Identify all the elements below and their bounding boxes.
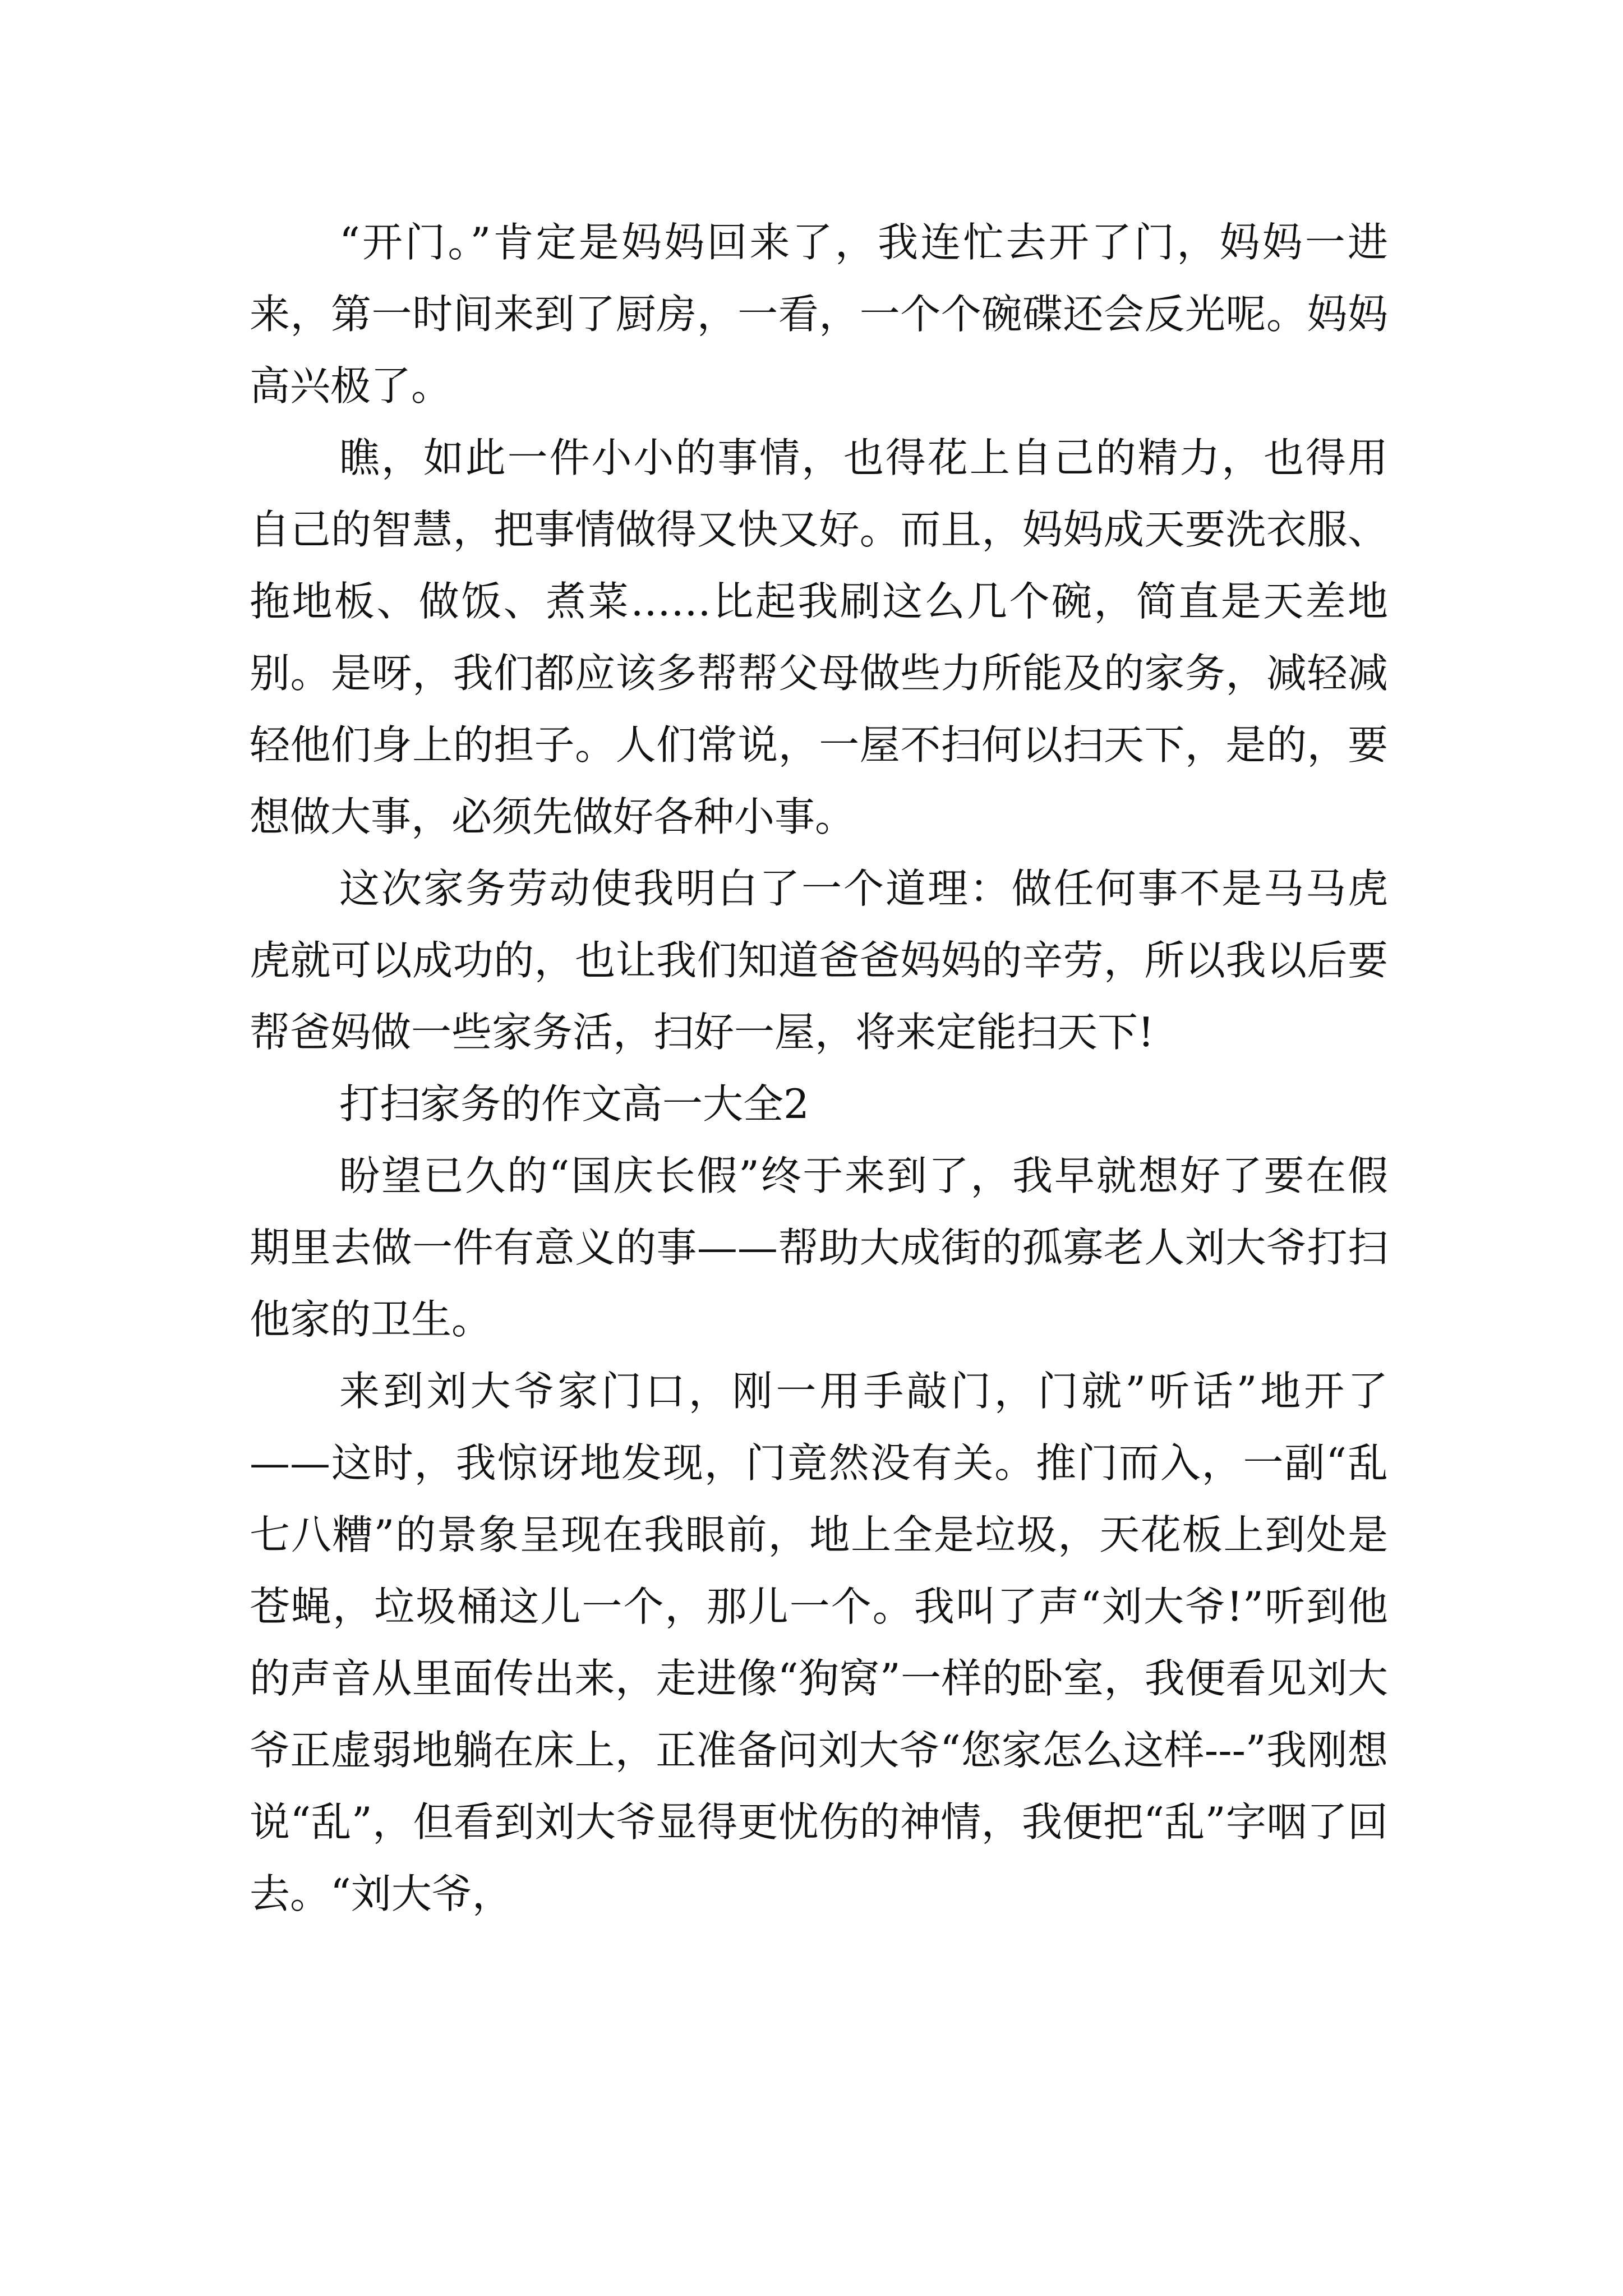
paragraph-5: 来到刘大爷家门口，刚一用手敲门，门就”听话”地开了——这时，我惊讶地发现，门竟然没有关。推门而入，一副“乱七八糟”的景象呈现在我眼前，地上全是垃圾，天花板上到处是苍蝇，垃圾桶这儿一个，那儿一个。我叫了声“刘大爷!”听到他的声音从里面传出来，走进像“狗窝”一样的卧室，我便看见刘大爷正虚弱地躺在床上，正准备问刘大爷“您家怎么这样---”我刚想说“乱”，但看到刘大爷显得更忧伤的神情，我便把“乱”字咽了回去。“刘大爷， <box>250 1368 1388 1917</box>
paragraph-4: 盼望已久的“国庆长假”终于来到了，我早就想好了要在假期里去做一件有意义的事——帮助大成街的孤寡老人刘大爷打扫他家的卫生。 <box>250 1152 1388 1343</box>
document-body <box>250 206 1388 1930</box>
section-heading: 打扫家务的作文高一大全2 <box>339 1080 809 1128</box>
paragraph-3: 这次家务劳动使我明白了一个道理：做任何事不是马马虎虎就可以成功的，也让我们知道爸爸妈妈的辛劳，所以我以后要帮爸妈做一些家务活，扫好一屋，将来定能扫天下! <box>250 865 1388 1056</box>
paragraph-2: 瞧，如此一件小小的事情，也得花上自己的精力，也得用自己的智慧，把事情做得又快又好。而且，妈妈成天要洗衣服、拖地板、做饭、煮菜……比起我刷这么几个碗，简直是天差地别。是呀，我们都应该多帮帮父母做些力所能及的家务，减轻减轻他们身上的担子。人们常说，一屋不扫何以扫天下，是的，要想做大事，必须先做好各种小事。 <box>250 434 1388 840</box>
paragraph-1: “开门。”肯定是妈妈回来了，我连忙去开了门，妈妈一进来，第一时间来到了厨房，一看，一个个碗碟还会反光呢。妈妈高兴极了。 <box>250 219 1388 409</box>
